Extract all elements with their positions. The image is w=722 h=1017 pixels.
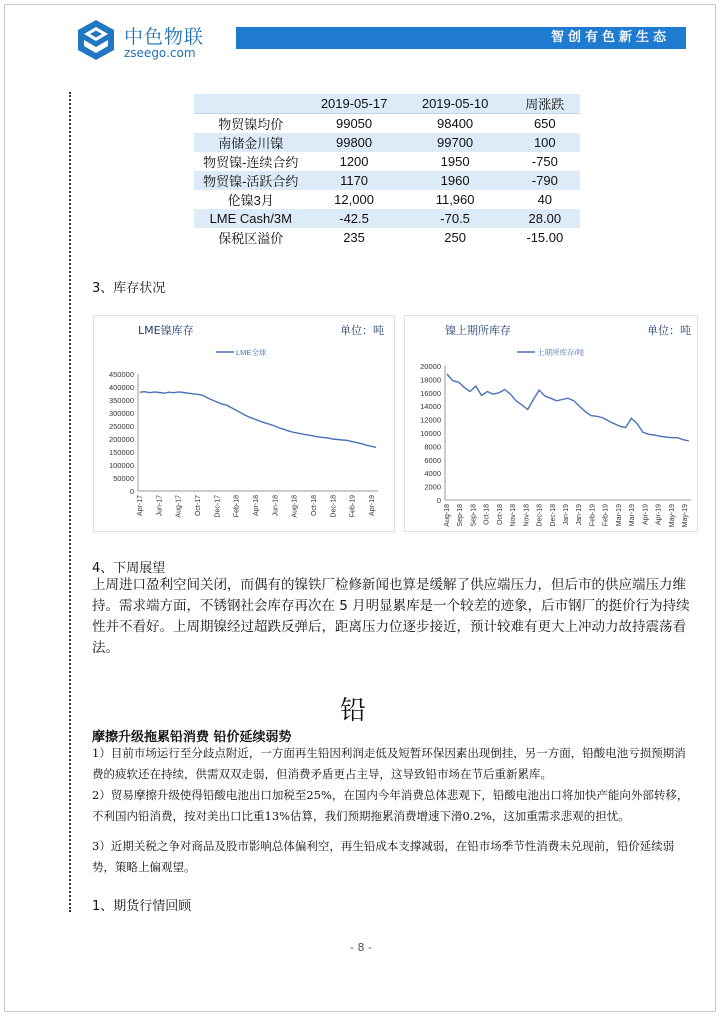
x-tick-label: Feb-18 [233, 495, 241, 518]
y-tick-label: 350000 [108, 396, 134, 405]
y-tick-label: 8000 [424, 442, 441, 452]
x-tick-label: Oct-18 [311, 495, 318, 517]
table-cell: -15.00 [510, 228, 580, 247]
y-tick-label: 0 [436, 496, 441, 505]
x-tick-label: Jun-17 [156, 495, 164, 517]
table-row [194, 228, 580, 247]
y-tick-label: 14000 [420, 402, 441, 412]
table-header-row [194, 94, 580, 114]
table-row [194, 114, 580, 134]
brand-logo[interactable] [74, 18, 224, 64]
x-tick-label: Apr-19 [369, 495, 376, 517]
x-tick-label: May-19 [682, 504, 689, 528]
chart-plot [94, 341, 394, 531]
section-heading-inventory: 3、库存状况 [92, 281, 166, 296]
lead-subtitle: 摩擦升级拖累铅消费 铅价延续弱势 [92, 730, 292, 745]
margin-dotted-line [69, 92, 71, 912]
x-tick-label: Jun-18 [272, 495, 280, 517]
y-tick-label: 6000 [424, 455, 441, 465]
section-heading-outlook: 4、下周展望 [92, 561, 166, 576]
x-tick-label: Aug-18 [444, 504, 451, 527]
x-tick-label: Oct-18 [496, 504, 504, 526]
x-tick-label: Dec-18 [536, 504, 544, 527]
x-tick-label: Feb-19 [602, 504, 610, 527]
y-tick-label: 10000 [420, 429, 441, 438]
x-tick-label: Mar-19 [615, 504, 623, 527]
x-tick-label: Apr-17 [137, 495, 144, 517]
lead-paragraph-1: 1）目前市场运行至分歧点附近，一方面再生铅因利润走低及短暂环保因素出现倒挂，另一方面，铅酸电池亏损预期消费的疲软还在持续，供需双双走弱，但消费矛盾更占主导，这导致铅市场在节后重新累库。 [92, 746, 686, 781]
y-tick-label: 12000 [420, 415, 441, 425]
table-cell: 40 [510, 190, 580, 209]
x-tick-label: Nov-18 [510, 504, 518, 527]
y-tick-label: 100000 [108, 461, 134, 470]
table-cell: 100 [510, 133, 580, 152]
x-tick-label: Apr-19 [655, 504, 663, 526]
chart-plot [405, 341, 697, 531]
table-row [194, 152, 580, 171]
series-line [447, 374, 689, 441]
table-cell: 保税区溢价 [194, 228, 308, 247]
x-tick-label: Oct-18 [483, 504, 491, 526]
table-cell: -42.5 [308, 209, 401, 228]
brand-name-cn: 中色物联 [124, 26, 205, 48]
x-tick-label: Apr-19 [642, 504, 650, 526]
y-tick-label: 300000 [108, 409, 134, 418]
section-heading-futures: 1、期货行情回顾 [92, 899, 192, 914]
table-row [194, 133, 580, 152]
table-cell: 南储金川镍 [194, 133, 308, 152]
y-tick-label: 2000 [424, 482, 441, 492]
lead-section-title: 铅 [340, 696, 367, 726]
x-tick-label: Feb-19 [589, 504, 597, 527]
table-cell: 物贸镍-连续合约 [194, 152, 308, 171]
y-tick-label: 16000 [420, 388, 441, 398]
table-header-cell: 2019-05-10 [401, 94, 510, 114]
y-tick-label: 150000 [108, 448, 134, 457]
table-row [194, 190, 580, 209]
table-row [194, 171, 580, 190]
x-tick-label: Oct-17 [195, 495, 202, 517]
lead-paragraph-2: 2）贸易摩擦升级使得铅酸电池出口加税至25%，在国内今年消费总体悲观下，铅酸电池出口将加快产能向外部转移，不利国内铅消费，按对美出口比重13%估算，我们预期拖累消费增速下滑0.2%，这加重需求悲观的担忧。 [92, 788, 689, 823]
table-cell: 28.00 [510, 209, 580, 228]
x-tick-label: Sep-18 [457, 504, 465, 527]
table-cell: 650 [510, 114, 580, 134]
table-cell: 99800 [308, 133, 401, 152]
x-tick-label: Aug-17 [175, 495, 183, 518]
table-cell: 99050 [308, 114, 401, 134]
x-tick-label: Feb-19 [349, 495, 357, 518]
y-tick-label: 250000 [108, 422, 134, 431]
x-tick-label: May-19 [668, 504, 676, 528]
header-slogan-banner: 智创有色新生态 [236, 27, 686, 49]
page-number: - 8 - [350, 941, 372, 954]
table-cell: 98400 [401, 114, 510, 134]
x-tick-label: Nov-18 [523, 504, 531, 527]
table-cell: 99700 [401, 133, 510, 152]
chart-title: LME镍库存 [138, 324, 194, 337]
table-cell: 1200 [308, 152, 401, 171]
x-tick-label: Dec-17 [214, 495, 222, 518]
table-header-cell: 周涨跌 [510, 94, 580, 114]
x-tick-label: Sep-18 [470, 504, 478, 527]
table-cell: 235 [308, 228, 401, 247]
brand-name-en: zseego.com [124, 46, 196, 60]
table-cell: 伦镍3月 [194, 190, 308, 209]
table-cell: 1960 [401, 171, 510, 190]
y-tick-label: 18000 [420, 375, 441, 385]
lead-paragraph-3: 3）近期关税之争对商品及股市影响总体偏利空，再生铅成本支撑减弱，在铅市场季节性消费未兑现前，铅价延续弱势，策略上偏观望。 [92, 839, 675, 874]
x-tick-label: Jan-19 [576, 504, 584, 526]
y-tick-label: 20000 [420, 362, 441, 371]
table-cell: 250 [401, 228, 510, 247]
table-cell: -70.5 [401, 209, 510, 228]
table-cell: -790 [510, 171, 580, 190]
y-tick-label: 4000 [424, 469, 441, 479]
table-cell: 物贸镍均价 [194, 114, 308, 134]
y-tick-label: 0 [129, 487, 134, 496]
x-tick-label: Apr-18 [253, 495, 260, 517]
x-tick-label: Dec-18 [330, 495, 338, 518]
table-cell: LME Cash/3M [194, 209, 308, 228]
x-tick-label: Mar-19 [629, 504, 637, 527]
table-header-cell [194, 94, 308, 114]
table-cell: 1170 [308, 171, 401, 190]
y-tick-label: 200000 [108, 435, 134, 444]
legend-label: 上期所库存/吨 [537, 348, 585, 357]
chart-title: 镍上期所库存 [445, 324, 511, 337]
y-tick-label: 50000 [113, 474, 134, 483]
series-line [140, 392, 376, 448]
nickel-price-table [194, 94, 580, 247]
lme-nickel-inventory-chart [93, 315, 395, 532]
table-cell: 物贸镍-活跃合约 [194, 171, 308, 190]
shfe-nickel-inventory-chart [404, 315, 698, 532]
table-cell: -750 [510, 152, 580, 171]
y-tick-label: 400000 [108, 383, 134, 392]
logo-mark-icon [74, 18, 118, 62]
x-tick-label: Jan-19 [563, 504, 570, 526]
y-tick-label: 450000 [108, 370, 134, 379]
x-tick-label: Aug-18 [291, 495, 299, 518]
table-row [194, 209, 580, 228]
table-cell: 12,000 [308, 190, 401, 209]
table-header-cell: 2019-05-17 [308, 94, 401, 114]
legend-label: LME全球 [236, 348, 267, 357]
x-tick-label: Dec-18 [549, 504, 557, 527]
chart-unit: 单位：吨 [340, 324, 384, 337]
outlook-paragraph: 上周进口盈利空间关闭，而偶有的镍铁厂检修新闻也算是缓解了供应端压力，但后市的供应端压力维持。需求端方面，不锈钢社会库存再次在 5 月明显累库是一个较差的迹象，后市钢厂的挺价行为持续性并不看好。上周期镍经过超跌反弹后，距离压力位逐步接近，预计较难有更大上冲动力故持震荡看法。 [92, 577, 690, 656]
chart-unit: 单位：吨 [647, 324, 691, 337]
table-cell: 11,960 [401, 190, 510, 209]
table-cell: 1950 [401, 152, 510, 171]
